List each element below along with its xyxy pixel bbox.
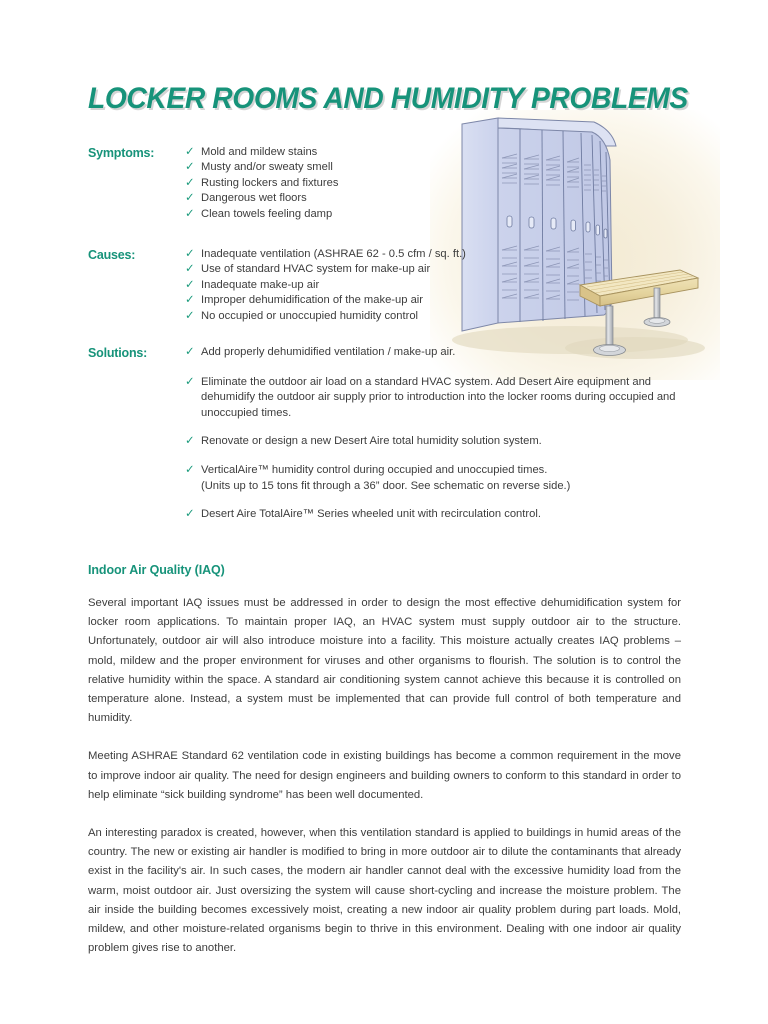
check-icon: ✓ [185, 309, 195, 322]
list-item-subtext: (Units up to 15 tons fit through a 36” door. See schematic on reverse side.) [201, 479, 571, 492]
check-icon: ✓ [185, 192, 195, 205]
list-item [185, 345, 688, 361]
symptoms-list [185, 145, 688, 222]
list-item [185, 145, 688, 160]
list-item [185, 247, 688, 262]
list-item [185, 463, 688, 494]
check-icon: ✓ [185, 263, 195, 276]
check-icon: ✓ [185, 435, 195, 448]
list-item [185, 507, 688, 523]
list-item-text: Mold and mildew stains [201, 146, 318, 158]
article-paragraph: Several important IAQ issues must be addressed in order to design the most effective dehumidification system for locker room applications. To maintain proper IAQ, an HVAC system must supply outdoor air to the structure. Unfortunately, outdoor air will also introduce moisture into a facility. This moisture actually creates IAQ problems – mold, mildew and the proper environment for viruses and other organisms to flourish. The solution is to control the relative humidity within the space. A standard air conditioning system cannot achieve this because it is controlled on temperature alone. Instead, a system must be implemented that can provide full control of both temperature and humidity. [88, 597, 681, 725]
list-item-text: Musty and/or sweaty smell [201, 161, 333, 174]
solutions-list [185, 345, 688, 523]
section-label-symptoms: Symptoms: [88, 146, 155, 160]
list-item [185, 293, 688, 308]
list-item-text: Dangerous wet floors [201, 192, 307, 205]
list-item [185, 191, 688, 206]
check-icon: ✓ [185, 146, 195, 158]
list-item [185, 434, 688, 450]
list-item [185, 160, 688, 175]
article-paragraph: Meeting ASHRAE Standard 62 ventilation code in existing buildings has become a common requirement in the move to improve indoor air quality. The need for design engineers and building owners to conform to this standard in order to help eliminate “sick building syndrome” has been well documented. [88, 750, 681, 801]
check-icon: ✓ [185, 176, 195, 189]
list-item-text: Add properly dehumidified ventilation / make-up air. [201, 346, 456, 358]
article-body [88, 562, 681, 958]
section-causes [88, 247, 688, 324]
list-item-text: Rusting lockers and fixtures [201, 176, 339, 189]
check-icon: ✓ [185, 278, 195, 291]
section-label-causes: Causes: [88, 248, 136, 262]
check-icon: ✓ [185, 294, 195, 307]
check-icon: ✓ [185, 207, 195, 220]
list-item-text: Desert Aire TotalAire™ Series wheeled unit with recirculation control. [201, 508, 541, 521]
list-item-text: Clean towels feeling damp [201, 207, 333, 220]
list-item-text: No occupied or unoccupied humidity control [201, 309, 419, 322]
list-item-text: Eliminate the outdoor air load on a standard HVAC system. Add Desert Aire equipment and dehumidify the outdoor air supply prior to introduction into the locker rooms during occupied and unoccupied times. [201, 375, 676, 419]
check-icon: ✓ [185, 346, 195, 358]
list-item [185, 278, 688, 293]
list-item-text: Renovate or design a new Desert Aire total humidity solution system. [201, 435, 542, 448]
list-item-text: Inadequate make-up air [201, 278, 320, 291]
section-label-solutions: Solutions: [88, 346, 148, 360]
section-symptoms [88, 145, 688, 222]
list-item [185, 262, 688, 277]
list-item-text: Improper dehumidification of the make-up air [201, 294, 423, 307]
list-item-text: Use of standard HVAC system for make-up air [201, 263, 431, 276]
list-item-text: VerticalAire™ humidity control during occupied and unoccupied times. [201, 463, 548, 476]
list-item [185, 309, 688, 324]
check-icon: ✓ [185, 375, 195, 388]
list-item-text: Inadequate ventilation (ASHRAE 62 - 0.5 cfm / sq. ft.) [201, 248, 466, 260]
check-icon: ✓ [185, 161, 195, 174]
article-heading: Indoor Air Quality (IAQ) [88, 563, 225, 577]
page-title-container [88, 82, 726, 116]
check-icon: ✓ [185, 508, 195, 521]
list-item [185, 375, 688, 422]
article-paragraph: An interesting paradox is created, however, when this ventilation standard is applied to buildings in humid areas of the country. The new or existing air handler is modified to bring in more outdoor air to dilute the contaminants that already exist in the facility's air. In such cases, the modern air handler cannot deal with the excessive humidity load from the warm, moist outdoor air. Just oversizing the system will cause short-cycling and increase the moisture problem. The air inside the building becomes excessively moist, creating a new indoor air quality problem during part loads. Mold, mildew, and other moisture-related organisms begin to thrive in this environment. Dealing with one indoor air quality problem gives rise to another. [88, 827, 681, 955]
check-icon: ✓ [185, 248, 195, 260]
section-solutions [88, 345, 688, 536]
list-item [185, 176, 688, 191]
list-item [185, 207, 688, 222]
page-title: LOCKER ROOMS AND HUMIDITY PROBLEMS [88, 82, 688, 115]
causes-list [185, 247, 688, 324]
check-icon: ✓ [185, 463, 195, 476]
